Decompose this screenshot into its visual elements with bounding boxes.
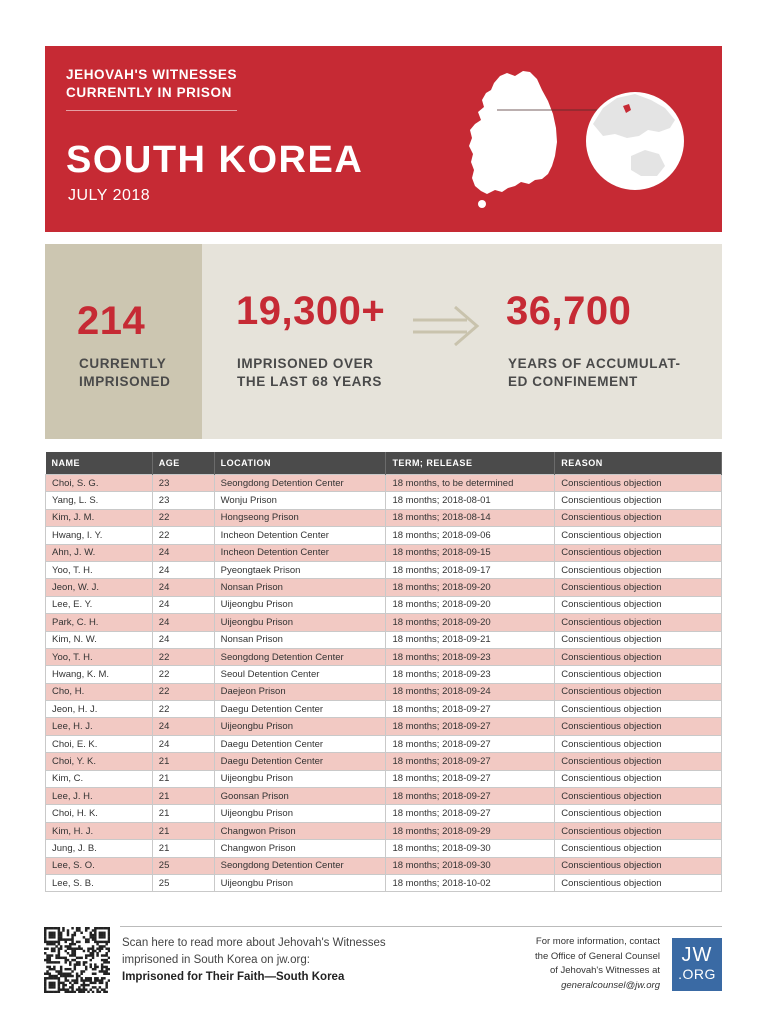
south-korea-map-icon: [469, 71, 557, 194]
cell-age: 24: [152, 596, 214, 613]
cell-name: Hwang, I. Y.: [46, 527, 153, 544]
cell-term: 18 months; 2018-09-30: [386, 840, 555, 857]
table-row: [46, 509, 722, 526]
cell-reason: Conscientious objection: [555, 822, 722, 839]
cell-term: 18 months; 2018-09-20: [386, 596, 555, 613]
footer-divider: [120, 926, 722, 927]
historic-label: [237, 355, 382, 391]
cell-reason: Conscientious objection: [555, 753, 722, 770]
cell-term: 18 months; 2018-09-27: [386, 701, 555, 718]
table-row: [46, 527, 722, 544]
cell-location: Daegu Detention Center: [214, 735, 386, 752]
current-label-line-1: CURRENTLY: [79, 356, 167, 371]
country-title: SOUTH KOREA: [66, 139, 364, 181]
cell-location: Goonsan Prison: [214, 788, 386, 805]
cell-location: Daegu Detention Center: [214, 701, 386, 718]
table-row: [46, 857, 722, 874]
cell-reason: Conscientious objection: [555, 874, 722, 891]
arrow-right-icon: [411, 304, 481, 348]
table-row: [46, 683, 722, 700]
years-label-line-1: YEARS OF ACCUMULAT-: [508, 356, 681, 371]
column-header-name: NAME: [46, 452, 153, 475]
years-count: 36,700: [506, 289, 632, 333]
contact-info: [460, 935, 660, 993]
cell-reason: Conscientious objection: [555, 718, 722, 735]
cell-reason: Conscientious objection: [555, 683, 722, 700]
cell-name: Lee, J. H.: [46, 788, 153, 805]
cell-name: Choi, E. K.: [46, 735, 153, 752]
table-row: [46, 735, 722, 752]
table-row: [46, 805, 722, 822]
cell-name: Lee, H. J.: [46, 718, 153, 735]
map-graphics: [45, 46, 722, 232]
cell-term: 18 months; 2018-08-01: [386, 492, 555, 509]
cell-reason: Conscientious objection: [555, 527, 722, 544]
cell-name: Ahn, J. W.: [46, 544, 153, 561]
cell-age: 21: [152, 788, 214, 805]
cell-age: 25: [152, 857, 214, 874]
cell-age: 21: [152, 840, 214, 857]
jw-org-logo[interactable]: [672, 938, 722, 991]
table-row: [46, 579, 722, 596]
cell-term: 18 months; 2018-09-21: [386, 631, 555, 648]
cell-term: 18 months; 2018-09-15: [386, 544, 555, 561]
cell-reason: Conscientious objection: [555, 631, 722, 648]
table-row: [46, 631, 722, 648]
table-row: [46, 753, 722, 770]
historic-label-line-1: IMPRISONED OVER: [237, 356, 374, 371]
table-row: [46, 822, 722, 839]
scan-article-title[interactable]: [122, 969, 422, 986]
contact-line-1: For more information, contact: [535, 936, 660, 947]
cell-term: 18 months; 2018-09-30: [386, 857, 555, 874]
cell-name: Choi, Y. K.: [46, 753, 153, 770]
cell-reason: Conscientious objection: [555, 648, 722, 665]
cell-reason: Conscientious objection: [555, 579, 722, 596]
cell-reason: Conscientious objection: [555, 857, 722, 874]
cell-reason: Conscientious objection: [555, 492, 722, 509]
prisoner-table: [45, 452, 722, 892]
cell-name: Lee, S. O.: [46, 857, 153, 874]
years-label-line-2: ED CONFINEMENT: [508, 374, 638, 389]
cell-name: Yoo, T. H.: [46, 561, 153, 578]
cell-term: 18 months; 2018-10-02: [386, 874, 555, 891]
table-row: [46, 648, 722, 665]
table-row: [46, 840, 722, 857]
cell-location: Incheon Detention Center: [214, 544, 386, 561]
kicker-line-1: JEHOVAH'S WITNESSES: [66, 67, 238, 82]
scan-line-2: imprisoned in South Korea on jw.org:: [122, 954, 310, 966]
cell-location: Wonju Prison: [214, 492, 386, 509]
cell-age: 24: [152, 614, 214, 631]
cell-name: Kim, J. M.: [46, 509, 153, 526]
logo-line-1: JW: [681, 944, 713, 966]
cell-age: 22: [152, 683, 214, 700]
table-row: [46, 788, 722, 805]
table-row: [46, 475, 722, 492]
cell-age: 24: [152, 735, 214, 752]
historic-count: 19,300+: [236, 289, 386, 333]
cell-reason: Conscientious objection: [555, 788, 722, 805]
scan-article-title-text: Imprisoned for Their Faith—South Korea: [122, 971, 345, 983]
cell-reason: Conscientious objection: [555, 805, 722, 822]
column-header-location: LOCATION: [214, 452, 386, 475]
cell-name: Kim, C.: [46, 770, 153, 787]
cell-term: 18 months; 2018-09-27: [386, 735, 555, 752]
cell-location: Changwon Prison: [214, 840, 386, 857]
column-header-age: AGE: [152, 452, 214, 475]
cell-age: 21: [152, 770, 214, 787]
cell-reason: Conscientious objection: [555, 509, 722, 526]
cell-term: 18 months; 2018-09-20: [386, 614, 555, 631]
cell-age: 23: [152, 475, 214, 492]
cell-age: 22: [152, 648, 214, 665]
cell-term: 18 months; 2018-09-24: [386, 683, 555, 700]
header-banner: [45, 46, 722, 232]
report-date: JULY 2018: [68, 187, 151, 204]
cell-location: Changwon Prison: [214, 822, 386, 839]
cell-age: 21: [152, 805, 214, 822]
cell-location: Hongseong Prison: [214, 509, 386, 526]
cell-name: Lee, E. Y.: [46, 596, 153, 613]
table-row: [46, 544, 722, 561]
cell-location: Nonsan Prison: [214, 579, 386, 596]
stats-panel: [45, 244, 722, 439]
cell-location: Incheon Detention Center: [214, 527, 386, 544]
cell-term: 18 months; 2018-09-27: [386, 718, 555, 735]
cell-location: Seongdong Detention Center: [214, 857, 386, 874]
cell-location: Daegu Detention Center: [214, 753, 386, 770]
table-row: [46, 561, 722, 578]
cell-name: Yoo, T. H.: [46, 648, 153, 665]
cell-term: 18 months; 2018-09-23: [386, 666, 555, 683]
contact-line-3: of Jehovah's Witnesses at: [549, 965, 660, 976]
cell-age: 21: [152, 753, 214, 770]
cell-reason: Conscientious objection: [555, 475, 722, 492]
table-header-row: [46, 452, 722, 475]
scan-line-1: Scan here to read more about Jehovah's Witnesses: [122, 937, 386, 949]
cell-name: Kim, H. J.: [46, 822, 153, 839]
cell-name: Yang, L. S.: [46, 492, 153, 509]
table-row: [46, 596, 722, 613]
cell-location: Uijeongbu Prison: [214, 770, 386, 787]
cell-age: 25: [152, 874, 214, 891]
cell-age: 23: [152, 492, 214, 509]
qr-code-icon[interactable]: [44, 927, 110, 993]
cell-location: Seongdong Detention Center: [214, 648, 386, 665]
cell-term: 18 months; 2018-09-29: [386, 822, 555, 839]
cell-age: 24: [152, 631, 214, 648]
cell-age: 22: [152, 666, 214, 683]
cell-name: Jeon, H. J.: [46, 701, 153, 718]
cell-name: Cho, H.: [46, 683, 153, 700]
cell-term: 18 months; 2018-09-23: [386, 648, 555, 665]
cell-location: Seongdong Detention Center: [214, 475, 386, 492]
cell-reason: Conscientious objection: [555, 561, 722, 578]
contact-email-link[interactable]: generalcounsel@jw.org: [561, 979, 660, 991]
jeju-island-icon: [478, 200, 486, 208]
cell-location: Daejeon Prison: [214, 683, 386, 700]
table-row: [46, 614, 722, 631]
cell-reason: Conscientious objection: [555, 596, 722, 613]
cell-term: 18 months; 2018-09-20: [386, 579, 555, 596]
cell-reason: Conscientious objection: [555, 770, 722, 787]
table-body: [46, 475, 722, 892]
cell-location: Uijeongbu Prison: [214, 874, 386, 891]
cell-location: Seoul Detention Center: [214, 666, 386, 683]
cell-reason: Conscientious objection: [555, 666, 722, 683]
cell-age: 22: [152, 701, 214, 718]
cell-location: Uijeongbu Prison: [214, 718, 386, 735]
cell-term: 18 months; 2018-09-06: [386, 527, 555, 544]
cell-reason: Conscientious objection: [555, 735, 722, 752]
cell-location: Pyeongtaek Prison: [214, 561, 386, 578]
cell-reason: Conscientious objection: [555, 614, 722, 631]
table-row: [46, 492, 722, 509]
column-header-term: TERM; RELEASE: [386, 452, 555, 475]
kicker-line-2: CURRENTLY IN PRISON: [66, 85, 232, 100]
cell-term: 18 months; 2018-09-27: [386, 788, 555, 805]
cell-term: 18 months, to be determined: [386, 475, 555, 492]
logo-line-2: .ORG: [678, 966, 716, 982]
cell-location: Uijeongbu Prison: [214, 805, 386, 822]
cell-name: Jeon, W. J.: [46, 579, 153, 596]
cell-age: 22: [152, 527, 214, 544]
cell-location: Uijeongbu Prison: [214, 614, 386, 631]
cell-name: Lee, S. B.: [46, 874, 153, 891]
table-row: [46, 666, 722, 683]
current-label-line-2: IMPRISONED: [79, 374, 171, 389]
cell-age: 21: [152, 822, 214, 839]
cell-name: Jung, J. B.: [46, 840, 153, 857]
cell-name: Choi, H. K.: [46, 805, 153, 822]
cell-name: Kim, N. W.: [46, 631, 153, 648]
contact-line-2: the Office of General Counsel: [535, 950, 660, 962]
cell-reason: Conscientious objection: [555, 701, 722, 718]
cell-location: Uijeongbu Prison: [214, 596, 386, 613]
cell-term: 18 months; 2018-09-27: [386, 770, 555, 787]
cell-term: 18 months; 2018-09-27: [386, 753, 555, 770]
years-label: [508, 355, 681, 391]
table-row: [46, 701, 722, 718]
cell-age: 24: [152, 561, 214, 578]
table-row: [46, 874, 722, 891]
scan-text: [122, 935, 422, 986]
cell-term: 18 months; 2018-09-27: [386, 805, 555, 822]
table-row: [46, 718, 722, 735]
cell-name: Choi, S. G.: [46, 475, 153, 492]
table-row: [46, 770, 722, 787]
historic-label-line-2: THE LAST 68 YEARS: [237, 374, 382, 389]
cell-location: Nonsan Prison: [214, 631, 386, 648]
cell-reason: Conscientious objection: [555, 840, 722, 857]
cell-reason: Conscientious objection: [555, 544, 722, 561]
cell-name: Hwang, K. M.: [46, 666, 153, 683]
cell-name: Park, C. H.: [46, 614, 153, 631]
cell-age: 24: [152, 579, 214, 596]
column-header-reason: REASON: [555, 452, 722, 475]
cell-term: 18 months; 2018-09-17: [386, 561, 555, 578]
current-count: 214: [77, 299, 146, 343]
cell-age: 24: [152, 718, 214, 735]
cell-age: 24: [152, 544, 214, 561]
cell-age: 22: [152, 509, 214, 526]
current-label: [79, 355, 171, 391]
cell-term: 18 months; 2018-08-14: [386, 509, 555, 526]
